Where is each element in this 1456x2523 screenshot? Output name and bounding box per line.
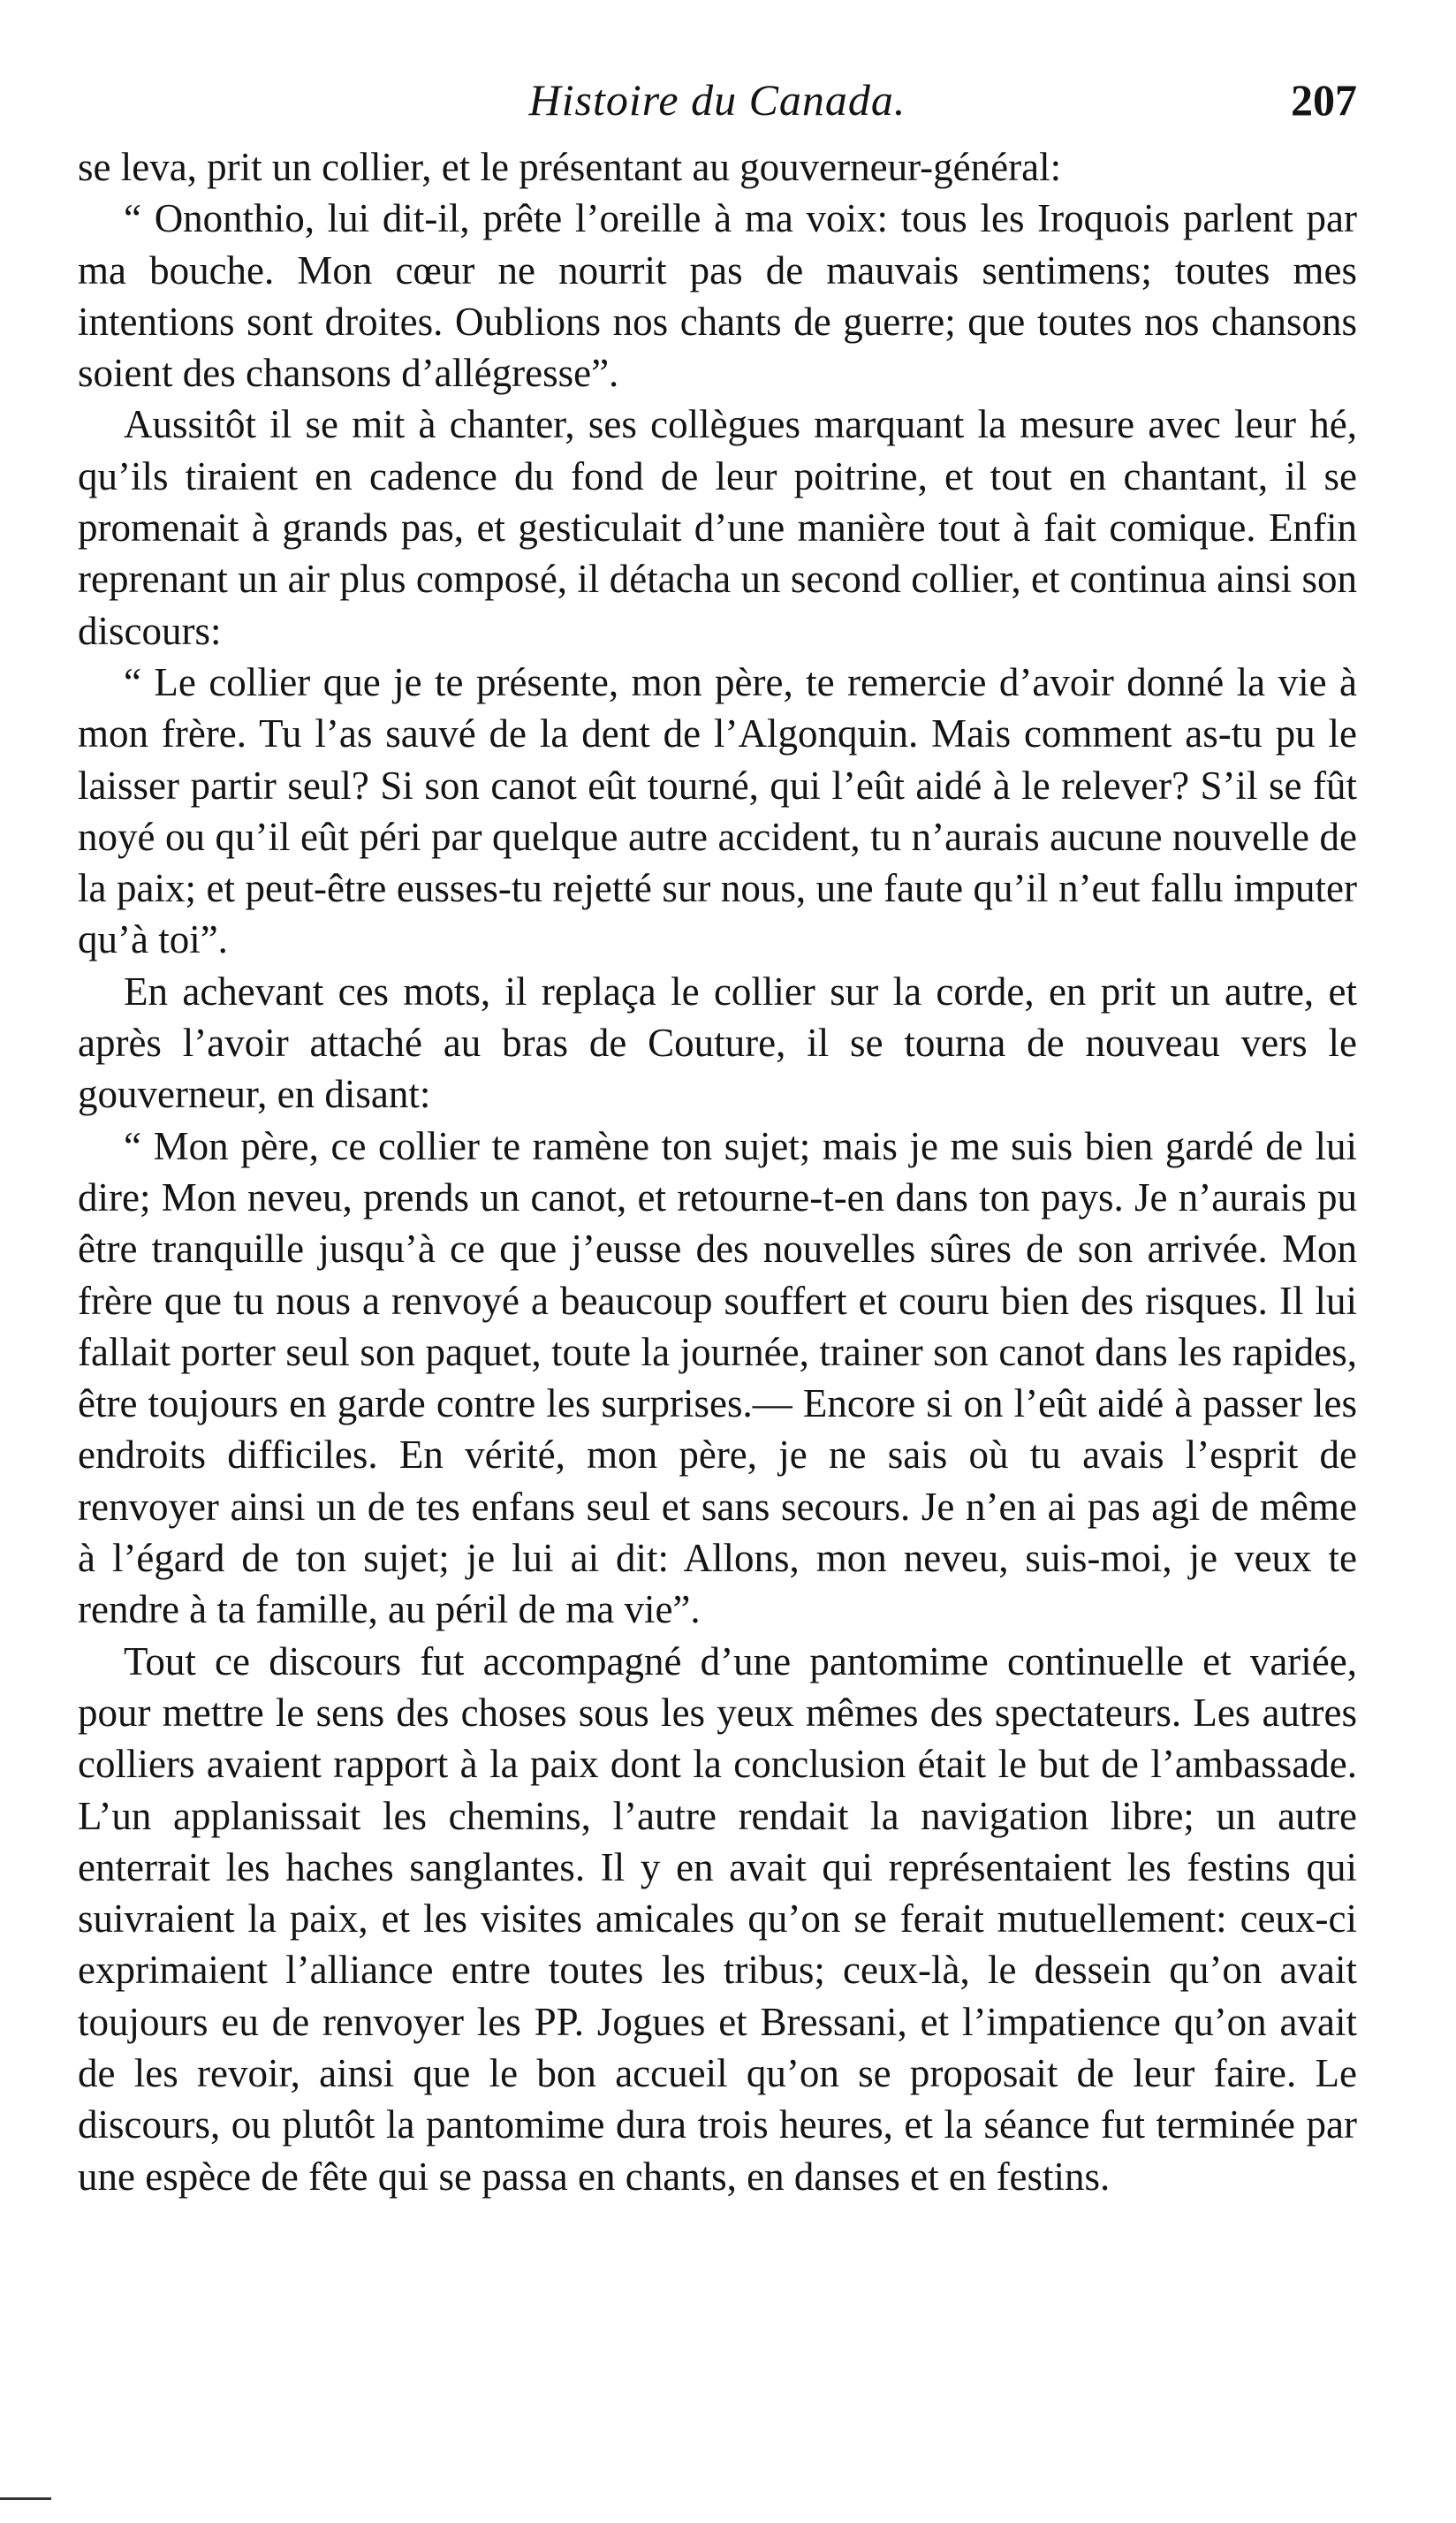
paragraph-pantomime: Tout ce discours fut accompagné d’une pantomime continuelle et variée, pour mettre le sens des choses sous les yeux mêmes des spectateurs. Les autres colliers avaient rapport à la paix dont la conclusion était le but de l’ambassade. L’un applanissait les chemins, l’autre rendait la navigation libre; un autre enterrait les haches sanglantes. Il y en avait qui représentaient les festins qui suivraient la paix, et les visites amicales qu’on se ferait mutuellement: ceux-ci exprimaient l’alliance entre toutes les tribus; ceux-là, le dessein qu’on avait toujours eu de renvoyer les PP. Jogues et Bressani, et l’impatience qu’on avait de les revoir, ainsi que le bon accueil qu’on se proposait de leur faire. Le discours, ou plutôt la pantomime dura trois heures, et la séance fut terminée par une espèce de fête qui se passa en chants, en danses et en festins. bbox=[78, 1638, 1357, 2199]
paragraph-quote-ononthio: “ Ononthio, lui dit-il, prête l’oreille à ma voix: tous les Iroquois parlent par ma bouche. Mon cœur ne nourrit pas de mauvais sentimens; toutes mes intentions sont droites. Oublions nos chants de guerre; que toutes nos chansons soient des chansons d’allégresse”. bbox=[78, 196, 1357, 396]
paragraph-quote-collier: “ Le collier que je te présente, mon père, te remercie d’avoir donné la vie à mon frère. Tu l’as sauvé de la dent de l’Algonquin. Mais comment as-tu pu le laisser partir seul? Si son canot eût tourné, qui l’eût aidé à le relever? S’il se fût noyé ou qu’il eût péri par quelque autre accident, tu n’aurais aucune nouvelle de la paix; et peut-être eusses-tu rejetté sur nous, une faute qu’il n’eut fallu imputer qu’à toi”. bbox=[78, 659, 1357, 962]
body-text bbox=[78, 141, 1357, 2202]
book-page bbox=[78, 62, 1357, 2202]
page-number: 207 bbox=[1291, 75, 1357, 125]
page-header bbox=[78, 62, 1357, 141]
paragraph-song: Aussitôt il se mit à chanter, ses collègues marquant la mesure avec leur hé, qu’ils tiraient en cadence du fond de leur poitrine, et tout en chantant, il se promenait à grands pas, et gesticulait d’une manière tout à fait comique. Enfin reprenant un air plus composé, il détacha un second collier, et continua ainsi son discours: bbox=[78, 402, 1357, 653]
paragraph-replaced-collier: En achevant ces mots, il replaça le collier sur la corde, en prit un autre, et après l’avoir attaché au bras de Couture, il se tourna de nouveau vers le gouverneur, en disant: bbox=[78, 969, 1357, 1117]
paragraph-quote-sujet: “ Mon père, ce collier te ramène ton sujet; mais je me suis bien gardé de lui dire; Mon neveu, prends un canot, et retourne-t-en dans ton pays. Je n’aurais pu être tranquille jusqu’à ce que j’eusse des nouvelles sûres de son arrivée. Mon frère que tu nous a renvoyé a beaucoup souffert et couru bien des risques. Il lui fallait porter seul son paquet, toute la journée, trainer son canot dans les rapides, être toujours en garde contre les surprises.— Encore si on l’eût aidé à passer les endroits difficiles. En vérité, mon père, je ne sais où tu avais l’esprit de renvoyer ainsi un de tes enfans seul et sans secours. Je n’en ai pas agi de même à l’égard de ton sujet; je lui ai dit: Allons, mon neveu, suis-moi, je veux te rendre à ta famille, au péril de ma vie”. bbox=[78, 1123, 1357, 1632]
paragraph-continued: se leva, prit un collier, et le présentant au gouverneur-général: bbox=[78, 145, 1062, 189]
footer-rule bbox=[0, 2497, 51, 2500]
running-title: Histoire du Canada. bbox=[528, 75, 906, 125]
